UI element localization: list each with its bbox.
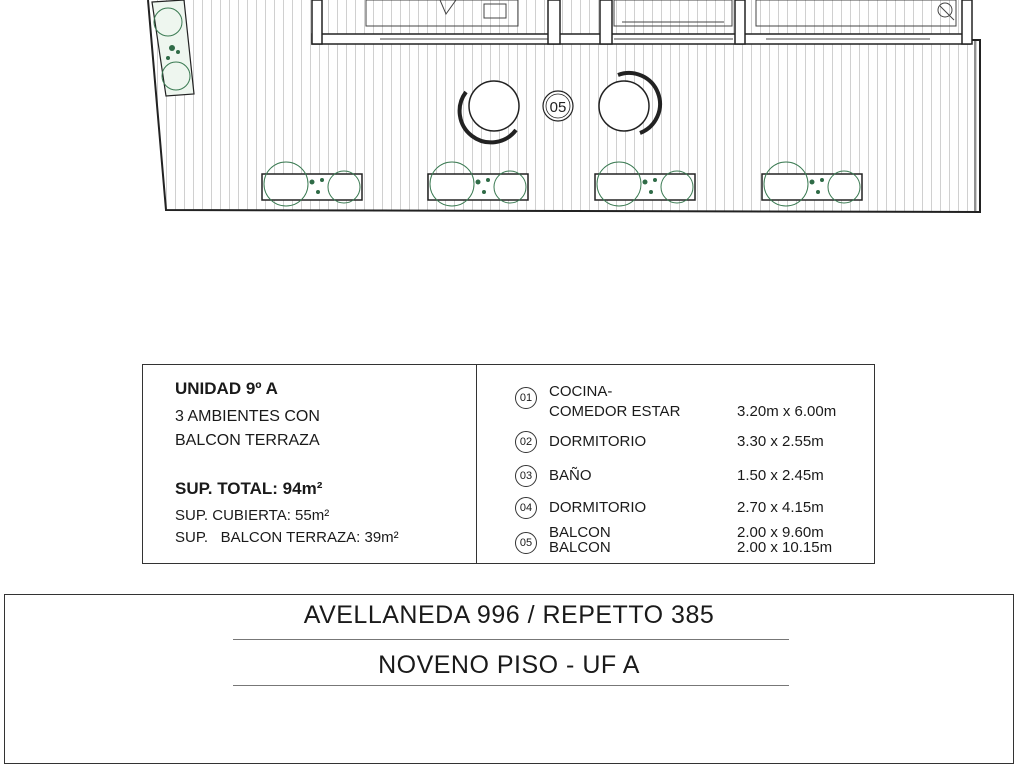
room-row-03: [515, 465, 855, 495]
room-row-01: [515, 383, 855, 420]
room-number: 02: [515, 431, 537, 453]
balcony-marker-label: 05: [549, 99, 567, 116]
unit-desc-line-1: 3 AMBIENTES CON: [175, 408, 320, 425]
address-rule-2: [233, 685, 789, 686]
floor-plan: [0, 0, 1024, 360]
room-dimensions: 2.70 x 4.15m: [737, 499, 824, 516]
room-dimensions-1: 2.00 x 9.60m: [737, 524, 824, 541]
floor-unit-line: NOVENO PISO - UF A: [378, 651, 640, 679]
balcony-marker: [543, 91, 573, 121]
unit-desc-line-2: BALCON TERRAZA: [175, 432, 320, 449]
room-name-line-1: BALCON: [549, 524, 611, 541]
room-dimensions: 3.30 x 2.55m: [737, 433, 824, 450]
room-name-line-1: COCINA-: [549, 383, 613, 400]
legend-divider: [476, 365, 477, 563]
balcony-area: SUP. BALCON TERRAZA: 39m²: [175, 529, 399, 546]
room-dimensions: 3.20m x 6.00m: [737, 403, 837, 420]
address-rule-1: [233, 639, 789, 640]
room-number: 04: [515, 497, 537, 519]
room-number: 01: [515, 387, 537, 409]
room-dimensions-2: 2.00 x 10.15m: [737, 539, 833, 556]
covered-area: SUP. CUBIERTA: 55m²: [175, 507, 330, 524]
room-name: BAÑO: [549, 467, 592, 484]
room-name-line-2: COMEDOR ESTAR: [549, 403, 681, 420]
address-line: AVELLANEDA 996 / REPETTO 385: [303, 601, 715, 629]
room-row-02: [515, 431, 855, 461]
unit-legend: [142, 364, 875, 564]
unit-title: UNIDAD 9º A: [175, 379, 278, 398]
room-row-05: [515, 524, 855, 561]
room-number: 03: [515, 465, 537, 487]
room-name: DORMITORIO: [549, 499, 647, 516]
total-area: SUP. TOTAL: 94m²: [175, 479, 323, 498]
unit-description: [175, 405, 320, 453]
room-number: 05: [515, 532, 537, 554]
room-dimensions: 1.50 x 2.45m: [737, 467, 824, 484]
room-name: DORMITORIO: [549, 433, 647, 450]
room-row-04: [515, 497, 855, 527]
room-name-line-2: BALCON: [549, 539, 611, 556]
address-box: [4, 594, 1014, 764]
